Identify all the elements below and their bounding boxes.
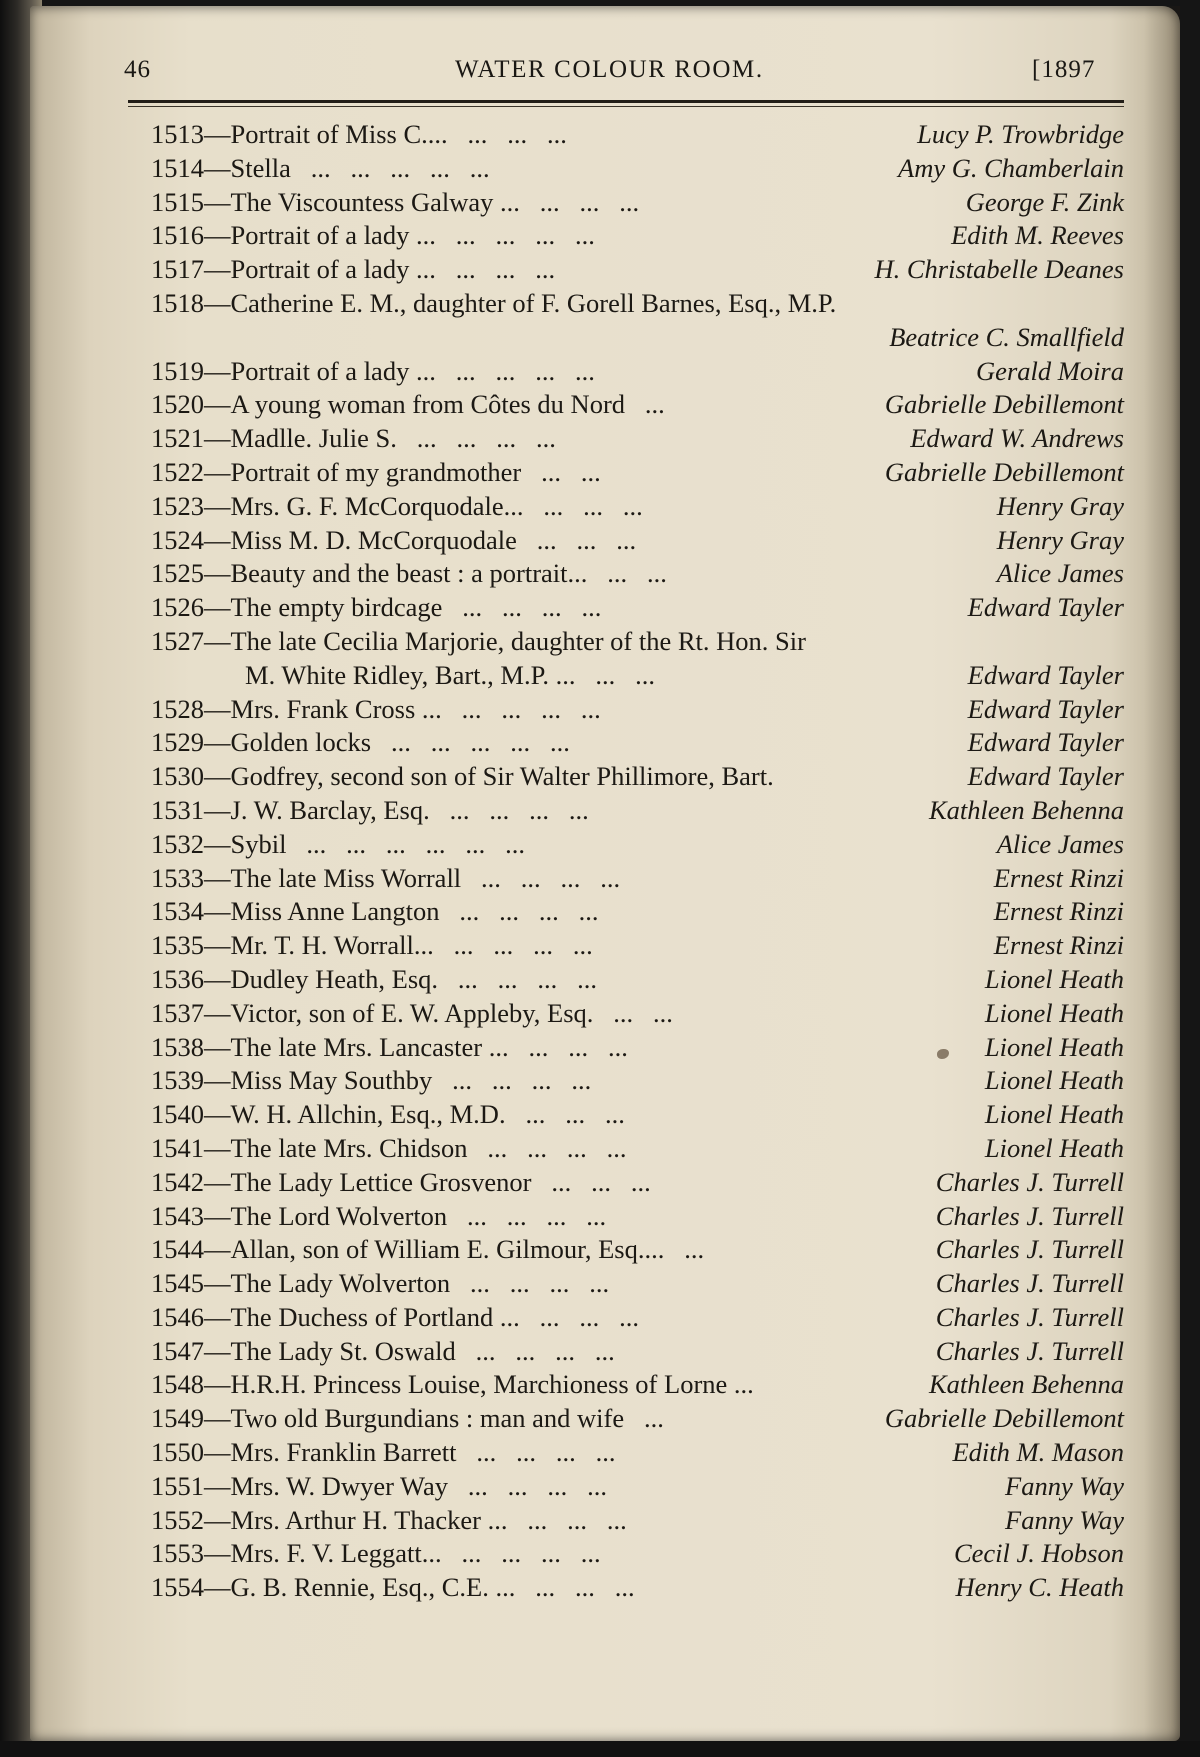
entry-title: 1533—The late Miss Worrall ... ... ... ... — [151, 862, 621, 893]
entry-artist: Fanny Way — [1005, 1470, 1124, 1501]
entry-title: 1550—Mrs. Franklin Barrett ... ... ... ... — [151, 1437, 616, 1468]
catalogue-entry — [151, 1335, 1124, 1369]
entry-title: 1525—Beauty and the beast : a portrait... ... ... — [151, 558, 667, 589]
entry-title: 1549—Two old Burgundians : man and wife ... — [151, 1403, 664, 1434]
entry-artist: Charles J. Turrell — [935, 1166, 1124, 1197]
catalogue-entry — [151, 997, 1124, 1031]
entry-title: 1532—Sybil ... ... ... ... ... ... — [151, 828, 525, 859]
entry-title: 1522—Portrait of my grandmother ... ... — [151, 456, 601, 487]
entry-title: 1538—The late Mrs. Lancaster ... ... ... ... — [151, 1031, 628, 1062]
entry-artist: Amy G. Chamberlain — [898, 152, 1124, 183]
entry-title: 1548—H.R.H. Princess Louise, Marchioness of Lorne ... — [151, 1369, 754, 1400]
entry-artist: Edward W. Andrews — [910, 423, 1124, 454]
scan-bottom-border — [0, 1741, 1200, 1757]
catalogue-entry — [151, 524, 1124, 558]
catalogue-entry — [151, 557, 1124, 591]
entry-artist: Ernest Rinzi — [993, 896, 1124, 927]
entry-title: 1554—G. B. Rennie, Esq., C.E. ... ... ... ... — [151, 1572, 635, 1603]
catalogue-entry — [151, 1166, 1124, 1200]
entry-title: 1524—Miss M. D. McCorquodale ... ... ... — [151, 524, 637, 555]
catalogue-entry — [151, 490, 1124, 524]
catalogue-entry — [151, 693, 1124, 727]
entry-artist: Alice James — [996, 558, 1124, 589]
entry-title: 1546—The Duchess of Portland ... ... ... ... — [151, 1301, 639, 1332]
entry-title: 1530—Godfrey, second son of Sir Walter Phillimore, Bart. — [151, 761, 774, 792]
entry-artist: Lionel Heath — [984, 963, 1124, 994]
catalogue-entry — [151, 1132, 1124, 1166]
entry-artist: Henry Gray — [996, 524, 1124, 555]
entry-artist: Beatrice C. Smallfield — [889, 321, 1124, 352]
catalogue-entry — [151, 591, 1124, 625]
entry-artist: Fanny Way — [1005, 1504, 1124, 1535]
entry-title: 1529—Golden locks ... ... ... ... ... — [151, 727, 570, 758]
entry-title: 1539—Miss May Southby ... ... ... ... — [151, 1065, 592, 1096]
catalogue-entry — [151, 152, 1124, 186]
entry-artist: Ernest Rinzi — [993, 862, 1124, 893]
catalogue-entry — [151, 1200, 1124, 1234]
entry-artist: Kathleen Behenna — [928, 1369, 1124, 1400]
entry-artist: Charles J. Turrell — [935, 1268, 1124, 1299]
entry-title: 1526—The empty birdcage ... ... ... ... — [151, 592, 602, 623]
entry-title: 1540—W. H. Allchin, Esq., M.D. ... ... ... — [151, 1099, 625, 1130]
running-title: WATER COLOUR ROOM. — [455, 56, 764, 83]
entry-artist: Gabrielle Debillemont — [884, 456, 1124, 487]
entry-artist: Charles J. Turrell — [935, 1301, 1124, 1332]
catalogue-entry — [151, 219, 1124, 253]
entry-artist: Lucy P. Trowbridge — [917, 119, 1124, 149]
entry-title: 1513—Portrait of Miss C.... ... ... ... — [151, 119, 567, 149]
catalogue-entry — [151, 1402, 1124, 1436]
catalogue-entry — [151, 625, 1124, 693]
entry-title: 1536—Dudley Heath, Esq. ... ... ... ... — [151, 963, 598, 994]
entry-artist: Ernest Rinzi — [993, 930, 1124, 961]
catalogue-entry — [151, 929, 1124, 963]
entry-title-continuation: M. White Ridley, Bart., M.P. ... ... ... — [245, 659, 656, 690]
catalogue-entry — [151, 1267, 1124, 1301]
entry-artist: Kathleen Behenna — [928, 794, 1124, 825]
catalogue-entry — [151, 828, 1124, 862]
entry-title: 1551—Mrs. W. Dwyer Way ... ... ... ... — [151, 1470, 607, 1501]
catalogue-entry — [151, 1537, 1124, 1571]
entry-title: 1528—Mrs. Frank Cross ... ... ... ... ... — [151, 693, 601, 724]
catalogue-entry — [151, 355, 1124, 389]
entry-title: 1543—The Lord Wolverton ... ... ... ... — [151, 1200, 607, 1231]
catalogue-entry — [151, 1571, 1124, 1605]
catalogue-entry — [151, 1064, 1124, 1098]
entry-title: 1545—The Lady Wolverton ... ... ... ... — [151, 1268, 610, 1299]
entry-title: 1518—Catherine E. M., daughter of F. Gorell Barnes, Esq., M.P. — [151, 287, 837, 318]
entry-title: 1553—Mrs. F. V. Leggatt... ... ... ... ... — [151, 1538, 601, 1569]
entry-title: 1535—Mr. T. H. Worrall... ... ... ... ... — [151, 930, 593, 961]
catalogue-entry — [151, 1470, 1124, 1504]
entry-artist: H. Christabelle Deanes — [874, 254, 1124, 285]
entry-title: 1517—Portrait of a lady ... ... ... ... — [151, 254, 556, 285]
entry-artist: Edward Tayler — [967, 659, 1124, 690]
year-mark: [1897 — [1032, 56, 1096, 83]
catalogue-entry — [151, 1368, 1124, 1402]
entry-title: 1519—Portrait of a lady ... ... ... ... ... — [151, 355, 595, 386]
entry-artist: Charles J. Turrell — [935, 1335, 1124, 1366]
catalogue-entry — [151, 1098, 1124, 1132]
catalogue-entry-list — [151, 118, 1124, 1605]
entry-artist: Edward Tayler — [967, 693, 1124, 724]
entry-title: 1541—The late Mrs. Chidson ... ... ... ... — [151, 1132, 627, 1163]
catalogue-entry — [151, 186, 1124, 220]
catalogue-entry — [151, 1031, 1124, 1065]
catalogue-entry — [151, 422, 1124, 456]
entry-second-line — [151, 659, 1124, 693]
entry-artist: Henry Gray — [996, 490, 1124, 521]
catalogue-entry — [151, 1504, 1124, 1538]
catalogue-entry — [151, 1233, 1124, 1267]
entry-artist: Gerald Moira — [976, 355, 1124, 386]
entry-artist: Charles J. Turrell — [935, 1200, 1124, 1231]
catalogue-entry — [151, 388, 1124, 422]
catalogue-entry — [151, 1301, 1124, 1335]
entry-title: 1514—Stella ... ... ... ... ... — [151, 152, 490, 183]
catalogue-entry — [151, 456, 1124, 490]
catalogue-entry — [151, 862, 1124, 896]
entry-artist: Edward Tayler — [967, 727, 1124, 758]
entry-artist: Edith M. Reeves — [951, 220, 1124, 251]
catalogue-entry — [151, 794, 1124, 828]
catalogue-entry — [151, 1436, 1124, 1470]
entry-artist: Charles J. Turrell — [935, 1234, 1124, 1265]
entry-second-line — [151, 321, 1124, 355]
entry-artist: Lionel Heath — [984, 1031, 1124, 1062]
entry-title: 1544—Allan, son of William E. Gilmour, Esq.... ... — [151, 1234, 705, 1265]
header-rule-thick — [128, 100, 1124, 103]
entry-artist: Henry C. Heath — [955, 1572, 1124, 1603]
page-edge-shadow — [1144, 6, 1180, 1741]
page-number: 46 — [124, 56, 151, 83]
entry-artist: George F. Zink — [965, 186, 1124, 217]
entry-artist: Lionel Heath — [984, 1132, 1124, 1163]
entry-title: 1521—Madlle. Julie S. ... ... ... ... — [151, 423, 556, 454]
catalogue-entry — [151, 895, 1124, 929]
entry-artist: Edith M. Mason — [952, 1437, 1124, 1468]
entry-title: 1552—Mrs. Arthur H. Thacker ... ... ... ... — [151, 1504, 627, 1535]
entry-title: 1537—Victor, son of E. W. Appleby, Esq. ... ... — [151, 997, 673, 1028]
entry-artist: Lionel Heath — [984, 1065, 1124, 1096]
entry-title: 1515—The Viscountess Galway ... ... ... ... — [151, 186, 640, 217]
entry-title: 1520—A young woman from Côtes du Nord ... — [151, 389, 665, 420]
header-rule-thin — [128, 106, 1124, 107]
entry-title: 1531—J. W. Barclay, Esq. ... ... ... ... — [151, 794, 589, 825]
entry-title: 1523—Mrs. G. F. McCorquodale... ... ... ... — [151, 490, 643, 521]
catalogue-entry — [151, 726, 1124, 760]
entry-title: 1516—Portrait of a lady ... ... ... ... ... — [151, 220, 595, 251]
entry-title: 1527—The late Cecilia Marjorie, daughter of the Rt. Hon. Sir — [151, 625, 806, 656]
entry-artist: Cecil J. Hobson — [953, 1538, 1124, 1569]
entry-artist: Alice James — [996, 828, 1124, 859]
entry-artist: Gabrielle Debillemont — [884, 389, 1124, 420]
catalogue-entry — [151, 287, 1124, 355]
catalogue-entry — [151, 963, 1124, 997]
entry-artist: Lionel Heath — [984, 997, 1124, 1028]
catalogue-entry — [151, 253, 1124, 287]
catalogue-entry — [151, 118, 1124, 152]
entry-artist: Edward Tayler — [967, 592, 1124, 623]
entry-title: 1547—The Lady St. Oswald ... ... ... ... — [151, 1335, 615, 1366]
entry-title: 1534—Miss Anne Langton ... ... ... ... — [151, 896, 599, 927]
entry-title: 1542—The Lady Lettice Grosvenor ... ... ... — [151, 1166, 651, 1197]
entry-artist: Gabrielle Debillemont — [884, 1403, 1124, 1434]
entry-artist: Lionel Heath — [984, 1099, 1124, 1130]
catalogue-entry — [151, 760, 1124, 794]
entry-artist: Edward Tayler — [967, 761, 1124, 792]
